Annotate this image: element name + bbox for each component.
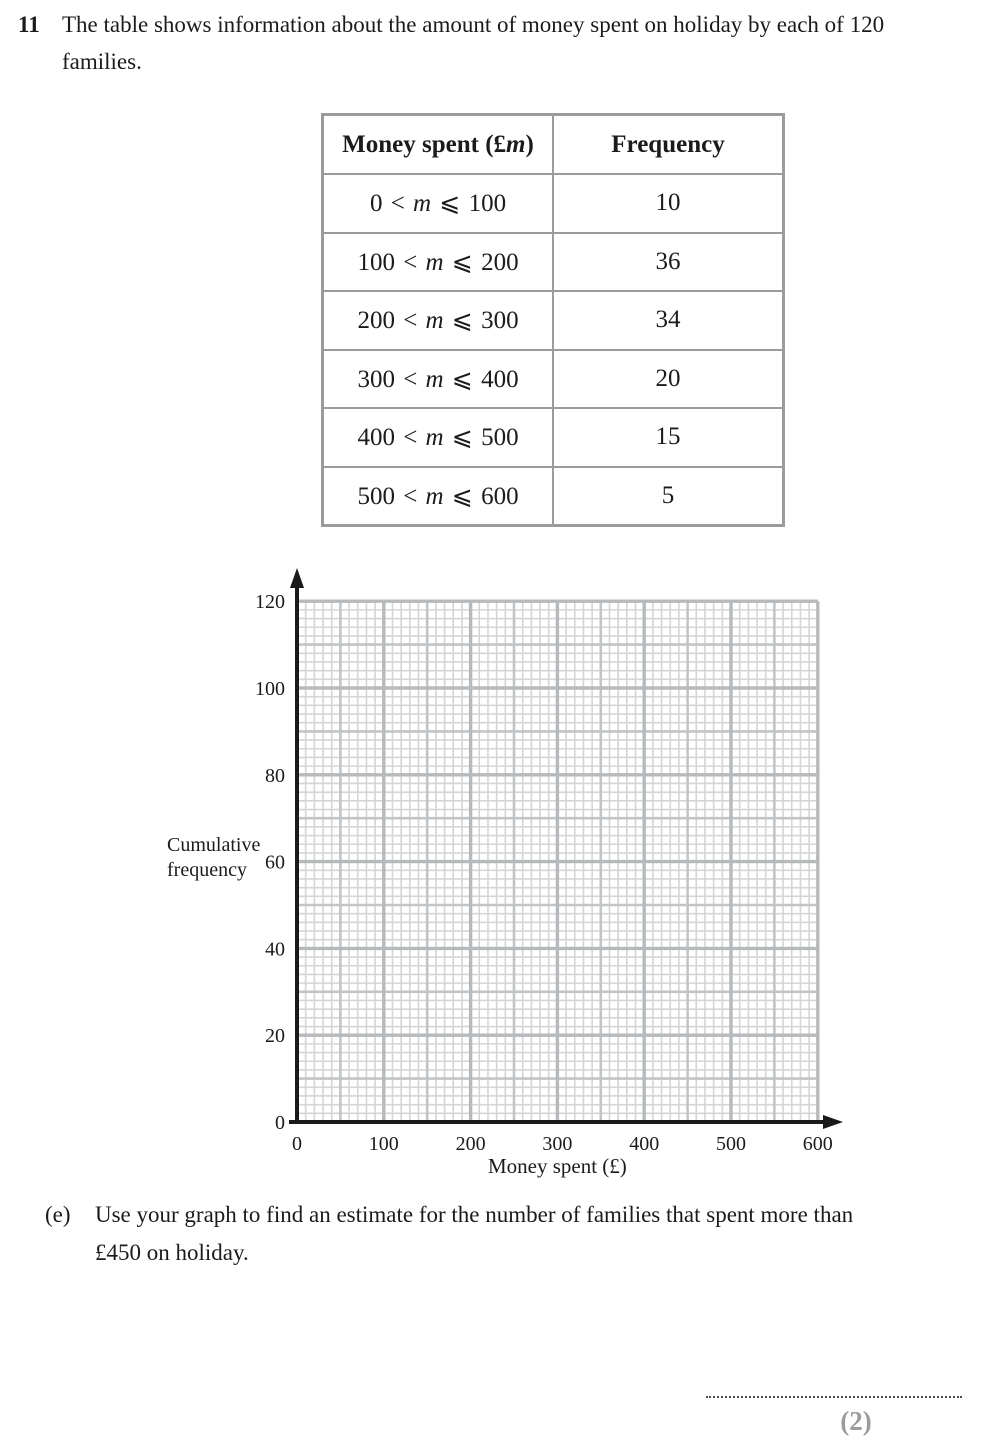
less-than-symbol: < [403, 248, 418, 276]
money-range-cell [323, 291, 554, 350]
less-than-symbol: < [403, 307, 418, 335]
range-high: 500 [481, 424, 519, 452]
range-low: 200 [357, 307, 395, 335]
range-high: 200 [481, 248, 519, 276]
x-axis-tick-label: 300 [542, 1133, 573, 1155]
range-var: m [425, 307, 444, 335]
part-e-line2: £450 on holiday. [95, 1240, 249, 1265]
leq-symbol: ⩽ [439, 190, 461, 218]
y-axis-title-line2: frequency [167, 859, 247, 881]
y-axis-tick-label: 80 [265, 764, 285, 787]
range-low: 400 [357, 424, 395, 452]
leq-symbol: ⩽ [451, 248, 473, 276]
y-axis-tick-label: 20 [265, 1025, 285, 1048]
range-low: 500 [357, 482, 395, 510]
table-row [323, 174, 784, 233]
leq-symbol: ⩽ [451, 482, 473, 510]
y-axis-tick-label: 40 [265, 938, 285, 961]
frequency-cell: 20 [553, 350, 784, 409]
range-var: m [425, 365, 444, 393]
graph-canvas [130, 548, 860, 1208]
x-axis-tick-label: 600 [802, 1133, 833, 1155]
range-var: m [425, 248, 444, 276]
less-than-symbol: < [390, 190, 405, 218]
part-e-label: (e) [45, 1202, 71, 1227]
x-axis-tick-label: 100 [368, 1133, 399, 1155]
money-range-cell [323, 233, 554, 292]
table-row [323, 408, 784, 467]
money-range-cell [323, 467, 554, 526]
leq-symbol: ⩽ [451, 424, 473, 452]
header-frequency: Frequency [553, 115, 784, 175]
range-high: 300 [481, 307, 519, 335]
table-row [323, 467, 784, 526]
range-var: m [413, 190, 432, 218]
leq-symbol: ⩽ [451, 307, 473, 335]
answer-dotted-line [706, 1382, 962, 1398]
money-range-cell [323, 350, 554, 409]
range-low: 300 [357, 365, 395, 393]
range-low: 100 [357, 248, 395, 276]
table-header-row [323, 115, 784, 175]
frequency-cell: 36 [553, 233, 784, 292]
frequency-table [321, 113, 785, 527]
question-intro-line2: families. [62, 49, 142, 74]
frequency-cell: 5 [553, 467, 784, 526]
header-money-spent [323, 115, 554, 175]
question-number: 11 [18, 12, 40, 37]
less-than-symbol: < [403, 482, 418, 510]
y-axis-tick-label: 60 [265, 851, 285, 874]
header-money-suffix: ) [525, 130, 534, 158]
cumulative-frequency-graph [130, 548, 860, 1208]
range-high: 600 [481, 482, 519, 510]
table-row [323, 291, 784, 350]
header-money-var: m [506, 130, 526, 158]
less-than-symbol: < [403, 365, 418, 393]
frequency-cell: 10 [553, 174, 784, 233]
frequency-cell: 15 [553, 408, 784, 467]
y-axis-tick-label: 100 [255, 678, 285, 700]
x-axis-tick-label: 400 [629, 1133, 660, 1155]
x-axis-tick-label: 0 [292, 1133, 302, 1155]
table-row [323, 350, 784, 409]
less-than-symbol: < [403, 424, 418, 452]
x-axis-tick-label: 500 [716, 1133, 746, 1155]
frequency-cell: 34 [553, 291, 784, 350]
x-axis-title: Money spent (£) [487, 1154, 627, 1178]
range-low: 0 [369, 190, 383, 218]
question-intro-line1: The table shows information about the amount of money spent on holiday by each of 120 [62, 12, 885, 37]
header-money-text: Money spent (£ [342, 130, 507, 158]
y-axis-title-line1: Cumulative [167, 834, 261, 856]
marks-badge: (2) [840, 1406, 872, 1436]
range-high: 400 [481, 365, 519, 393]
range-var: m [425, 482, 444, 510]
part-e-line1: Use your graph to find an estimate for the number of families that spent more than [95, 1202, 854, 1227]
money-range-cell [323, 408, 554, 467]
leq-symbol: ⩽ [451, 365, 473, 393]
y-axis-tick-label: 0 [275, 1112, 285, 1134]
y-axis-tick-label: 120 [255, 591, 285, 614]
table-row [323, 233, 784, 292]
money-range-cell [323, 174, 554, 233]
x-axis-tick-label: 200 [455, 1133, 486, 1155]
range-high: 100 [468, 190, 507, 218]
range-var: m [425, 424, 444, 452]
